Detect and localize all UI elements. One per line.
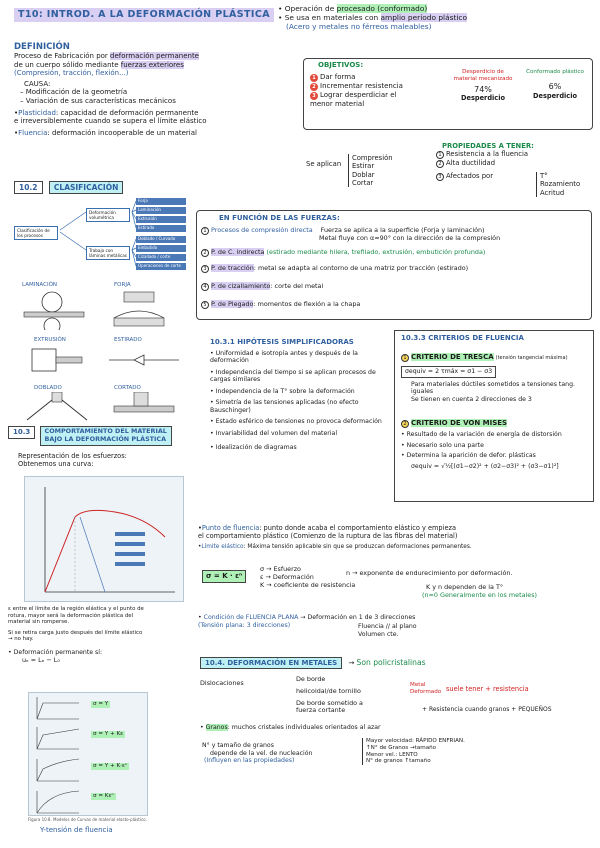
criterios-box (394, 330, 594, 502)
desperdicio-col-2: Conformado plástico 6% Desperdicio (526, 69, 584, 100)
sketch-label-forja: FORJA (114, 282, 131, 288)
causa-2: – Variación de sus características mecánicos (20, 97, 176, 106)
curve-label-1: σ = Y (93, 701, 109, 707)
diagram-leaf-7: Operaciones de corte (136, 263, 186, 270)
sketch-estirado (104, 345, 184, 375)
stress-strain-svg (25, 477, 185, 603)
sketch-laminacion (22, 290, 92, 330)
clasificacion-diagram (14, 198, 189, 270)
sketch-doblado (22, 392, 92, 424)
diagram-leaf-6: Cizallado / corte (136, 254, 186, 261)
causa-label: CAUSA: (24, 79, 51, 88)
objetivo-3: 3 Lograr desperdiciar el menor material (310, 91, 397, 108)
header-bullets (278, 4, 598, 31)
diagram-root: Clasificación de los procesos (14, 226, 58, 240)
header-bullet-1: • Operación de procesado (conformado) (278, 4, 428, 13)
definicion-section (14, 42, 290, 137)
definicion-line-3: (Compresión, tracción, flexión...) (14, 69, 129, 78)
process-sketches (14, 282, 194, 424)
definicion-heading: DEFINICIÓN (14, 42, 70, 52)
header-bullet-2-sub: (Acero y metales no férreos maleables) (286, 22, 432, 32)
fuerza-row-2: 2 P. de C. indirecta (estirado mediante hilera, trefilado, extrusión, embutición profunda) (201, 249, 589, 257)
definicion-line-2: de un cuerpo sólido mediante fuerzas exteriores (14, 60, 184, 69)
curve-label-4: σ = Kεⁿ (93, 793, 114, 799)
condicion-fluencia: • Condición de FLUENCIA PLANA → Deformación en 1 de 3 direcciones (Tensión plana: 3 direcciones) Fluencia // al plano Volumen cte. (198, 614, 417, 638)
page-title: T10: INTROD. A LA DEFORMACIÓN PLÁSTICA (14, 8, 274, 22)
stress-strain-figure (24, 476, 184, 602)
plasticidad-2: e irreversiblemente cuando se supera el límite elástico (14, 117, 207, 126)
comportamiento-notes: ε entre el límite de la región elástica y el punto de rotura, mayor será la deformación plástica del material sin romperse. Si se retira carga justo después del límite elástico → no hay. • Deformación permanente sí: uₑ = Lₑ − L₀ (8, 606, 144, 664)
fuerzas-heading: EN FUNCIÓN DE LAS FUERZAS: (219, 214, 340, 222)
comportamiento-intro: Representación de los esfuerzos: Obtenemos una curva: (18, 452, 127, 469)
curve-models (28, 692, 148, 816)
diagram-leaf-3: Estirado (136, 225, 186, 232)
suele-resistencia: suele tener + resistencia (446, 685, 529, 693)
objetivo-1: 1 Dar forma (310, 73, 420, 82)
fuerza-row-4: 4 P. de cizallamiento: corte del metal (201, 283, 589, 291)
sketch-label-cortado: CORTADO (114, 385, 141, 391)
sketch-extrusion (22, 345, 92, 375)
diagram-leaf-4: Doblado / Curvado (136, 236, 186, 243)
fuerza-row-5: 5 P. de Plegado: momentos de flexión a la chapa (201, 301, 589, 309)
fuerzas-rows (201, 225, 589, 309)
objetivo-2: 2 Incrementar resistencia (310, 82, 420, 91)
definicion-line-1: Proceso de Fabricación por deformación permanente (14, 52, 199, 61)
aplican-lead: Se aplican (306, 160, 342, 168)
diagram-leaf-0: Forja (136, 198, 186, 205)
sketch-cortado (104, 392, 184, 424)
hipotesis-section: 10.3.1 HIPÓTESIS SIMPLIFICADORAS • Uniformidad e isotropía antes y después de la deformación • Independencia del tiempo si se aplican procesos de cargas similares • Independencia de la T° sobre la deformación • Simetría de las tensiones aplicadas (no efecto Bauschinger) • Estado esférico de tensiones no provoca deformación • Invariabilidad del volumen del material • Idealización de diagramas (210, 338, 390, 451)
sketch-label-extrusion: EXTRUSIÓN (34, 337, 66, 343)
tension-fluencia-caption: Y-tensión de fluencia (40, 826, 113, 834)
eq-sigma: σ = K · εⁿ (202, 570, 246, 583)
metales-header: 10.4. DEFORMACIÓN EN METALES → Son policristalinas (200, 658, 426, 668)
metal-deformado: Metal Deformado (410, 682, 442, 695)
sketch-label-doblado: DOBLADO (34, 385, 62, 391)
curve-label-2: σ = Y + Kε (93, 731, 124, 737)
fuerza-row-1: 1 Procesos de compresión directa Fuerza se aplica a la superficie (Forja y laminación) (201, 227, 589, 235)
dislocaciones: Dislocaciones De borde helicoidal/de tornillo De borde sometido a fuerza cortante Metal Deformado suele tener + resistencia + Resistencia cuando granos + PEQUEÑOS (200, 675, 552, 715)
fluencia-def: •Fluencia: deformación incooperable de un material (14, 128, 197, 137)
fuerzas-box (196, 210, 592, 320)
tresca-eq: σequiv = 2 τmáx = σ1 − σ3 (401, 366, 496, 378)
tresca-block: 1 CRITERIO DE TRESCA (tensión tangencial máxima) σequiv = 2 τmáx = σ1 − σ3 Para materiales dúctiles sometidos a tensiones tang. iguales Se tienen en cuenta 2 direcciones de 3 (401, 353, 591, 403)
objetivos-list (310, 73, 420, 109)
afectados-list: T° Rozamiento Acritud (536, 172, 580, 197)
sketch-label-estirado: ESTIRADO (114, 337, 142, 343)
vonmises-eq: σequiv = √½[(σ1−σ2)² + (σ2−σ3)² + (σ3−σ1)²] (411, 462, 559, 470)
n-label: n → exponente de endurecimiento por deformación. (346, 569, 513, 577)
header-bullet-2: • Se usa en materiales con amplio período plástico (278, 13, 467, 23)
aplican-list: Compresión Estirar Doblar Cortar (348, 154, 393, 187)
diagram-connectors (14, 198, 189, 273)
figure-caption: Figura 10.8. Modelos de Curvas de material elasto-plástico. (28, 817, 147, 822)
hipotesis-heading: 10.3.1 HIPÓTESIS SIMPLIFICADORAS (210, 338, 354, 346)
plasticidad: •Plasticidad: capacidad de deformación permanente (14, 108, 199, 117)
sketch-label-laminacion: LAMINACIÓN (22, 282, 58, 288)
resistencia-granos: + Resistencia cuando granos + PEQUEÑOS (422, 706, 552, 713)
objetivos-box (303, 58, 593, 130)
punto-fluencia: •Punto de fluencia: punto donde acaba el comportamiento elástico y empieza el comportamiento plástico (Comienzo de la ruptura de las fibras del material) •Límite elástico: Máxima tensión aplicable sin que se produzcan deformaciones permanentes. (198, 524, 472, 551)
propiedades-section: PROPIEDADES A TENER: 1 Resistencia a la fluencia 2 Alta ductilidad 3 Afectados por T° Rozamiento Acritud (436, 142, 596, 181)
kn-note-2: (n≈0 Generalmente en los metales) (422, 591, 538, 599)
clasificacion-header: 10.2 CLASIFICACIÓN (14, 183, 123, 192)
curve-label-3: σ = Y + K·εⁿ (93, 763, 128, 769)
desperdicio-col-1: Desperdicio de material mecanizado 74% Desperdicio (453, 69, 513, 103)
propiedades-heading: PROPIEDADES A TENER: (442, 142, 534, 150)
causa-1: – Modificación de la geometría (20, 88, 128, 97)
diagram-node-a: Deformación volumétrica (86, 208, 130, 222)
criterios-heading: 10.3.3 CRITERIOS DE FLUENCIA (401, 334, 524, 342)
sketch-forja (104, 290, 184, 330)
diagram-leaf-1: Laminación (136, 207, 186, 214)
diagram-leaf-2: Extrusión (136, 216, 186, 223)
comportamiento-header: 10.3 COMPORTAMIENTO DEL MATERIAL BAJO LA DEFORMACIÓN PLÁSTICA (8, 426, 172, 446)
objetivos-heading: OBJETIVOS: (318, 61, 364, 69)
curve-models-svg (29, 693, 149, 817)
vonmises-block: 2 CRITERIO DE VON MISES • Resultado de la variación de energía de distorsión • Necesario solo una parte • Determina la aparición de defor. plásticas σequiv = √½[(σ1−σ2)² + (σ2−σ3)² + (σ3−σ1)²] (401, 419, 591, 470)
fuerza-row-3: 3 P. de tracción: metal se adapta al contorno de una matriz por tracción (estirado) (201, 265, 589, 273)
granos: • Granos: muchos cristales individuales orientados al azar N° y tamaño de granos depende de la vel. de nucleación (Influyen en las propiedades) Mayor velocidad: RÁPIDO ENFRIAN. ↑N° de Granos →tamaño Menor vel.: LENTO N° de granos ↑tamaño (200, 724, 465, 765)
diagram-leaf-5: Embutido (136, 245, 186, 252)
fuerza-row-1b: Metal fluye con α≈90° con la dirección de la compresión (319, 234, 501, 242)
page-title-box (14, 8, 274, 22)
diagram-node-b: Trabajo con láminas metálicas (86, 246, 130, 260)
kn-note: K y n dependen de la T° (426, 583, 504, 591)
